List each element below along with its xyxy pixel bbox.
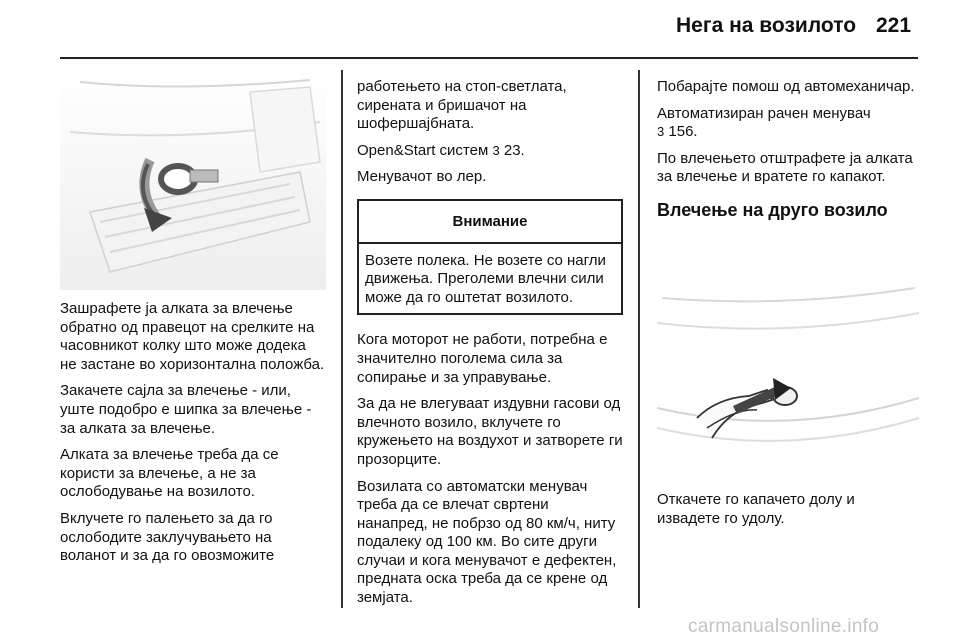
paragraph: Зашрафете ја алката за влечење обратно од правецот на срелките на часовникот колку што може додека не застане во хоризонтална положба. — [60, 300, 325, 373]
warning-title: Внимание — [359, 201, 621, 244]
section-heading: Влечење на друго возило — [657, 199, 888, 220]
paragraph: работењето на стоп-светлата, сирената и бришачот на шофершајбната. — [357, 78, 567, 133]
reference-page[interactable]: 156. — [668, 123, 698, 141]
cover-removal-illustration — [657, 278, 919, 474]
paragraph: Возилата со автоматски менувач треба да се влечат свртени нанапред, не побрзо од 80 км/ч, ниту подалеку од 100 км. Во сите други случаи и кога менувачот е дефектен, предната оска треба да се крене од земјата. — [357, 477, 617, 607]
page-number: 221 — [876, 14, 912, 37]
reference-text: Автоматизиран рачен менувач — [657, 104, 871, 122]
warning-body: Возете полека. Не возете со нагли движења. Преголеми влечни сили може да го оштетат возилото. — [365, 251, 606, 306]
column-divider-2 — [638, 70, 640, 608]
figure-caption: Откачете го капачето долу и извадете го удолу. — [657, 491, 855, 527]
paragraph: Кога моторот не работи, потребна е значително поголема сила за сопирање и за управување. — [357, 331, 608, 386]
warning-box — [357, 199, 623, 315]
towing-eye-illustration — [60, 72, 326, 290]
paragraph: Вклучете го палењето за да го ослободите заклучувањето на воланот и за да го овозможите — [60, 509, 275, 565]
cross-reference-icon: 3 — [657, 124, 665, 140]
reference-page[interactable]: 23. — [503, 141, 525, 159]
paragraph: За да не влегуваат издувни гасови од влечното возило, вклучете го кружењето на воздухот и затворете ги прозорците. — [357, 395, 623, 468]
paragraph-cross-reference — [357, 142, 623, 161]
reference-text: Open&Start систем — [357, 141, 489, 159]
page-title: Нега на возилото — [676, 14, 857, 37]
column-middle — [357, 78, 623, 616]
paragraph: Менувачот во лер. — [357, 168, 487, 186]
paragraph-cross-reference — [657, 105, 919, 142]
column-left — [60, 300, 326, 574]
paragraph: Алката за влечење треба да се користи за влечење, а не за ослободување на возилото. — [60, 446, 279, 501]
paragraph: Закачете сајла за влечење - или, уште подобро е шипка за влечење - за алката за влечење. — [60, 382, 312, 437]
column-divider-1 — [341, 70, 343, 608]
paragraph: По влечењето отштрафете ја алката за влечење и вратете го капакот. — [657, 149, 913, 186]
header-rule — [60, 57, 918, 59]
paragraph: Побарајте помош од автомеханичар. — [657, 78, 915, 95]
cross-reference-icon: 3 — [492, 142, 500, 158]
column-right — [657, 78, 919, 236]
watermark-text: carmanualsonline.info — [688, 616, 880, 637]
